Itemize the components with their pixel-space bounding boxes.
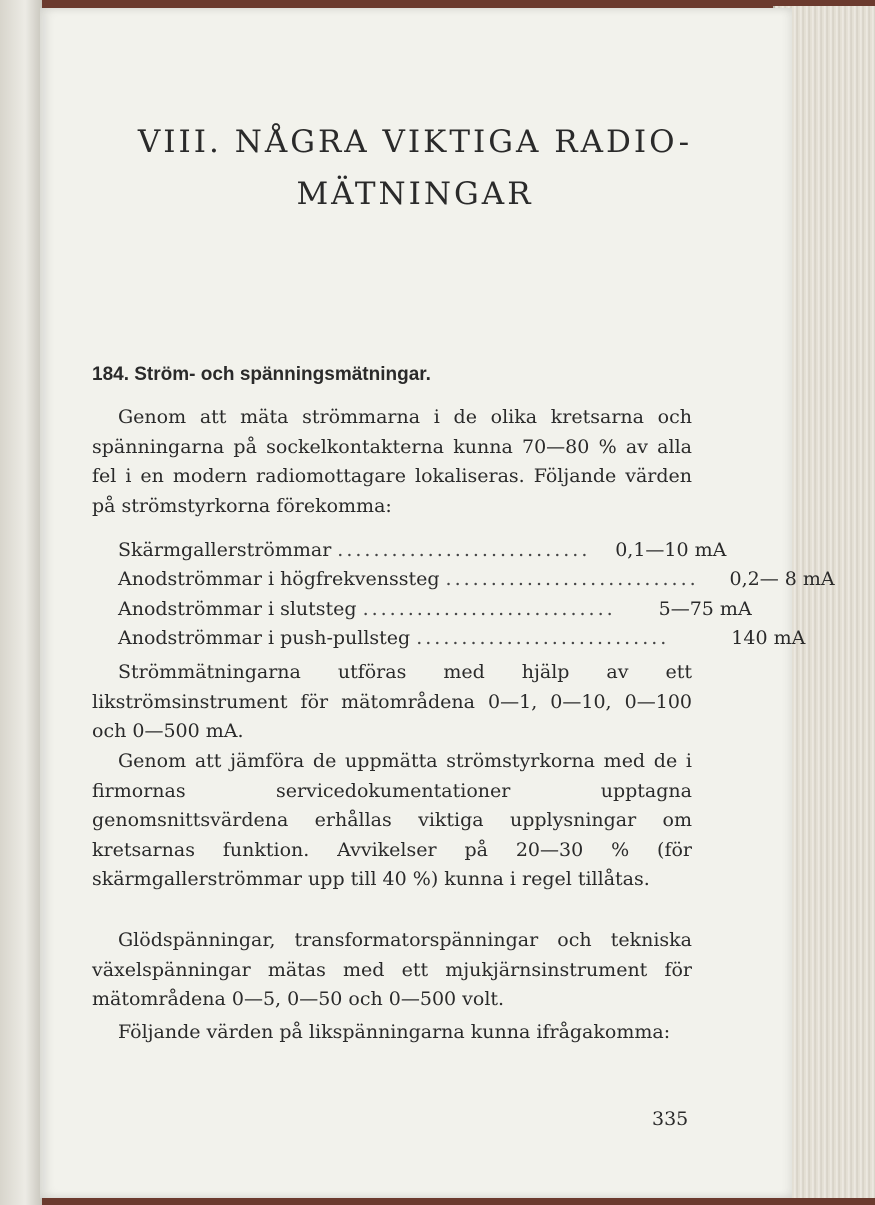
leader-dots: ............................	[416, 627, 670, 650]
section-heading: 184. Ström- och spänningsmätningar.	[92, 364, 431, 385]
paragraph-1: Genom att mäta strömmarna i de olika kretsarna och spänningarna på sockelkontakterna kunna 70—80 % av alla fel i en modern radiomottagare lokaliseras. Följande värden på strömstyrkorna förekomma:	[92, 406, 692, 517]
table-row	[118, 594, 752, 624]
chapter-title-line2: MÄTNINGAR	[296, 176, 534, 212]
book-page	[40, 8, 835, 1198]
paragraph-2: Strömmätningarna utföras med hjälp av ett likströmsinstrument för mätområdena 0—1, 0—10, 0—100 och 0—500 mA.	[92, 661, 692, 742]
page-number: 335	[652, 1108, 689, 1130]
row-label: Anodströmmar i slutsteg	[118, 597, 357, 620]
row-label: Anodströmmar i push-pullsteg	[118, 627, 411, 650]
row-label: Skärmgallerströmmar	[118, 538, 332, 561]
leader-dots: ............................	[445, 568, 699, 591]
row-value: 0,2— 8 mA	[729, 568, 835, 591]
row-value: 140 mA	[731, 627, 806, 650]
paragraph-3: Genom att jämföra de uppmätta strömstyrkorna med de i firmornas servicedokumentationer upptagna genomsnittsvärdena erhållas viktiga upplysningar om kretsarnas funktion. Avvikelser på 20—30 % (för skärmgallerströmmar upp till 40 %) kunna i regel tillåtas.	[92, 750, 692, 890]
row-value: 0,1—10 mA	[615, 538, 727, 561]
table-row	[118, 565, 835, 595]
current-table	[118, 535, 835, 653]
chapter-title	[120, 116, 710, 220]
row-value: 5—75 mA	[658, 597, 752, 620]
leader-dots: ............................	[362, 597, 616, 620]
row-label: Anodströmmar i högfrekvenssteg	[118, 568, 440, 591]
table-row	[118, 535, 727, 565]
paragraph-4: Glödspänningar, transformatorspänningar och tekniska växelspänningar mätas med ett mjukjärnsinstrument för mätområdena 0—5, 0—50 och 0—500 volt.	[92, 929, 692, 1010]
paragraph-5: Följande värden på likspänningarna kunna ifrågakomma:	[118, 1021, 671, 1043]
table-row	[118, 624, 806, 654]
leader-dots: ............................	[337, 538, 591, 561]
chapter-title-line1: VIII. NÅGRA VIKTIGA RADIO-	[137, 124, 693, 160]
left-page-edge	[0, 0, 42, 1205]
